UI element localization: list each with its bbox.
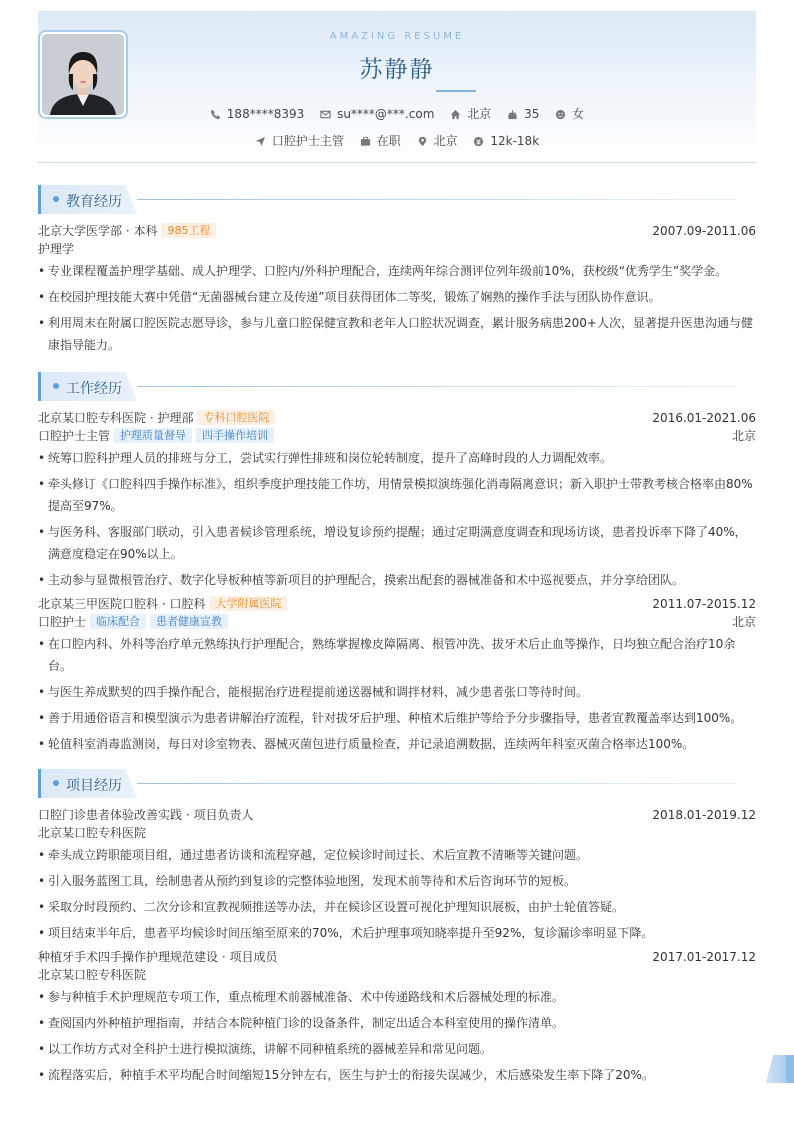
target-city-text: 北京 [433, 134, 458, 148]
work-bullets [38, 633, 756, 755]
work-role: 口腔护士主管 [38, 429, 111, 443]
education-bullet: • 在校园护理技能大赛中凭借“无菌器械台建立及传递”项目获得团体二等奖，锻炼了娴熟的操作手法与团队协作意识。 [38, 286, 756, 308]
job-status-info [360, 132, 401, 149]
age-info [507, 107, 539, 121]
project-date: 2017.01-2017.12 [652, 950, 756, 964]
education-school-tag: 985工程 [161, 223, 216, 238]
education-bullet: • 利用周末在附属口腔医院志愿导诊，参与儿童口腔保健宣教和老年人口腔状况调查，累计服务病患200+人次，显著提升医患沟通与健康指导能力。 [38, 312, 756, 356]
education-title: 教育经历 [66, 194, 122, 210]
work-skill-tag: 患者健康宣教 [150, 614, 228, 629]
work-bullet: • 与医生养成默契的四手操作配合，能根据治疗进程提前递送器械和调拌材料，减少患者张口等待时间。 [38, 681, 756, 703]
work-date: 2016.01-2021.06 [652, 411, 756, 425]
project-bullet: • 引入服务蓝图工具，绘制患者从预约到复诊的完整体验地图，发现术前等待和术后咨询环节的短板。 [38, 870, 756, 892]
projects-title: 项目经历 [66, 778, 122, 794]
gender-info [555, 105, 584, 122]
project-bullet: • 采取分时段预约、二次分诊和宣教视频推送等办法，并在候诊区设置可视化护理知识展板，由护士轮值答疑。 [38, 896, 756, 918]
project-bullet: • 流程落实后，种植手术平均配合时间缩短15分钟左右，医生与护士的衔接失误减少，术后感染发生率下降了20%。 [38, 1064, 756, 1086]
residence-info [450, 105, 491, 122]
work-bullet: • 主动参与显微根管治疗、数字化导板种植等新项目的护理配合，摸索出配套的器械准备和术中巡视要点，并分享给团队。 [38, 569, 756, 591]
salary-info [473, 134, 539, 148]
project-entry-header [38, 948, 756, 966]
work-skill-tag: 临床配合 [90, 614, 146, 629]
project-org: 北京某口腔专科医院 [38, 968, 147, 982]
education-bullet: • 专业课程覆盖护理学基础、成人护理学、口腔内/外科护理配合，连续两年综合测评位列年级前10%，获校级“优秀学生”奖学金。 [38, 260, 756, 282]
project-entry [38, 806, 756, 944]
resume-header [38, 11, 756, 163]
residence-text: 北京 [467, 107, 492, 121]
work-entry [38, 409, 756, 591]
phone-info [210, 107, 304, 121]
job-status-text: 在职 [376, 134, 401, 148]
briefcase-icon [360, 136, 371, 147]
project-bullet: • 项目结束半年后，患者平均候诊时间压缩至原来的70%，术后护理事项知晓率提升至92%，复诊漏诊率明显下降。 [38, 922, 756, 944]
work-org-tag: 专科口腔医院 [197, 410, 275, 425]
phone-text: 188****8393 [226, 107, 305, 121]
gender-icon [555, 109, 566, 120]
work-bullets [38, 447, 756, 591]
education-date: 2007.09-2011.06 [652, 224, 756, 238]
work-city: 北京 [731, 615, 756, 629]
project-bullet: • 牵头成立跨职能项目组，通过患者访谈和流程穿越，定位候诊时间过长、术后宣教不清晰等关键问题。 [38, 844, 756, 866]
resume-page [38, 11, 756, 1082]
project-name: 口腔门诊患者体验改善实践 · 项目负责人 [38, 808, 254, 822]
section-dot [53, 780, 59, 786]
work-role-row [38, 427, 756, 445]
work-org-tag: 大学附属医院 [209, 596, 287, 611]
corner-decoration-bar [786, 1055, 794, 1083]
section-divider [137, 199, 737, 200]
gender-text: 女 [572, 107, 585, 121]
section-accent-bar [38, 372, 41, 401]
project-entry [38, 948, 756, 1086]
work-bullet: • 牵头修订《口腔科四手操作标准》，组织季度护理技能工作坊，用情景模拟演练强化消毒隔离意识；新入职护士带教考核合格率由80%提高至97%。 [38, 473, 756, 517]
work-date: 2011.07-2015.12 [652, 597, 756, 611]
projects-section [38, 769, 756, 1090]
work-bullet: • 在口腔内科、外科等治疗单元熟练执行护理配合，熟练掌握橡皮障隔离、根管冲洗、拔牙术后止血等操作，日均独立配合治疗10余台。 [38, 633, 756, 677]
work-entry [38, 595, 756, 755]
cake-icon [507, 109, 518, 120]
projects-section-header [38, 769, 756, 798]
section-divider [137, 386, 737, 387]
work-skill-tag: 护理质量督导 [114, 428, 192, 443]
project-entry-header [38, 806, 756, 824]
email-info [320, 107, 434, 121]
work-bullet: • 统筹口腔科护理人员的排班与分工，尝试实行弹性排班和岗位轮转制度，提升了高峰时段的人力调配效率。 [38, 447, 756, 469]
project-bullets [38, 986, 756, 1086]
section-accent-bar [38, 769, 41, 798]
salary-text: 12k-18k [490, 134, 540, 148]
section-dot [53, 196, 59, 202]
work-role-row [38, 613, 756, 631]
contact-info-row [38, 105, 756, 122]
education-entry-header [38, 222, 756, 240]
work-org: 北京某口腔专科医院 · 护理部 [38, 411, 194, 425]
job-intent-row [38, 132, 756, 149]
project-name: 种植牙手术四手操作护理规范建设 · 项目成员 [38, 950, 278, 964]
name-underline [436, 90, 476, 92]
age-text: 35 [524, 107, 540, 121]
send-icon [255, 136, 266, 147]
work-title: 工作经历 [66, 381, 122, 397]
work-org: 北京某三甲医院口腔科 · 口腔科 [38, 597, 206, 611]
home-icon [450, 109, 461, 120]
project-bullet: • 查阅国内外种植护理指南，并结合本院种植门诊的设备条件，制定出适合本科室使用的操作清单。 [38, 1012, 756, 1034]
work-role: 口腔护士 [38, 615, 87, 629]
project-org: 北京某口腔专科医院 [38, 826, 147, 840]
work-city: 北京 [731, 429, 756, 443]
education-school: 北京大学医学部 · 本科 [38, 224, 158, 238]
work-entry-header [38, 409, 756, 427]
work-bullet: • 与医务科、客服部门联动，引入患者候诊管理系统，增设复诊预约提醒；通过定期满意度调查和现场访谈，患者投诉率下降了40%，满意度稳定在90%以上。 [38, 521, 756, 565]
resume-tagline: AMAZING RESUME [329, 31, 465, 42]
work-skill-tag: 四手操作培训 [196, 428, 274, 443]
education-bullets [38, 260, 756, 356]
email-text: su****@***.com [337, 107, 435, 121]
project-date: 2018.01-2019.12 [652, 808, 756, 822]
candidate-name: 苏静静 [359, 57, 435, 83]
education-major: 护理学 [38, 242, 75, 256]
work-section [38, 372, 756, 759]
target-position-text: 口腔护士主管 [271, 134, 344, 148]
project-bullet: • 以工作坊方式对全科护士进行模拟演练，讲解不同种植系统的器械差异和常见问题。 [38, 1038, 756, 1060]
mail-icon [320, 109, 331, 120]
target-position-info [255, 132, 344, 149]
salary-icon [473, 136, 484, 147]
section-dot [53, 383, 59, 389]
section-divider [137, 783, 737, 784]
phone-icon [210, 109, 221, 120]
education-section-header [38, 185, 756, 214]
work-entry-header [38, 595, 756, 613]
work-bullet: • 善于用通俗语言和模型演示为患者讲解治疗流程，针对拔牙后护理、种植术后维护等给予分步骤指导，患者宣教覆盖率达到100%。 [38, 707, 756, 729]
project-bullet: • 参与种植手术护理规范专项工作，重点梳理术前器械准备、术中传递路线和术后器械处理的标准。 [38, 986, 756, 1008]
work-bullet: • 轮值科室消毒监测岗，每日对诊室物表、器械灭菌包进行质量检查，并记录追溯数据，连续两年科室灭菌合格率达100%。 [38, 733, 756, 755]
education-section [38, 185, 756, 360]
work-section-header [38, 372, 756, 401]
section-accent-bar [38, 185, 41, 214]
target-city-info [417, 132, 458, 149]
location-icon [417, 136, 428, 147]
project-bullets [38, 844, 756, 944]
